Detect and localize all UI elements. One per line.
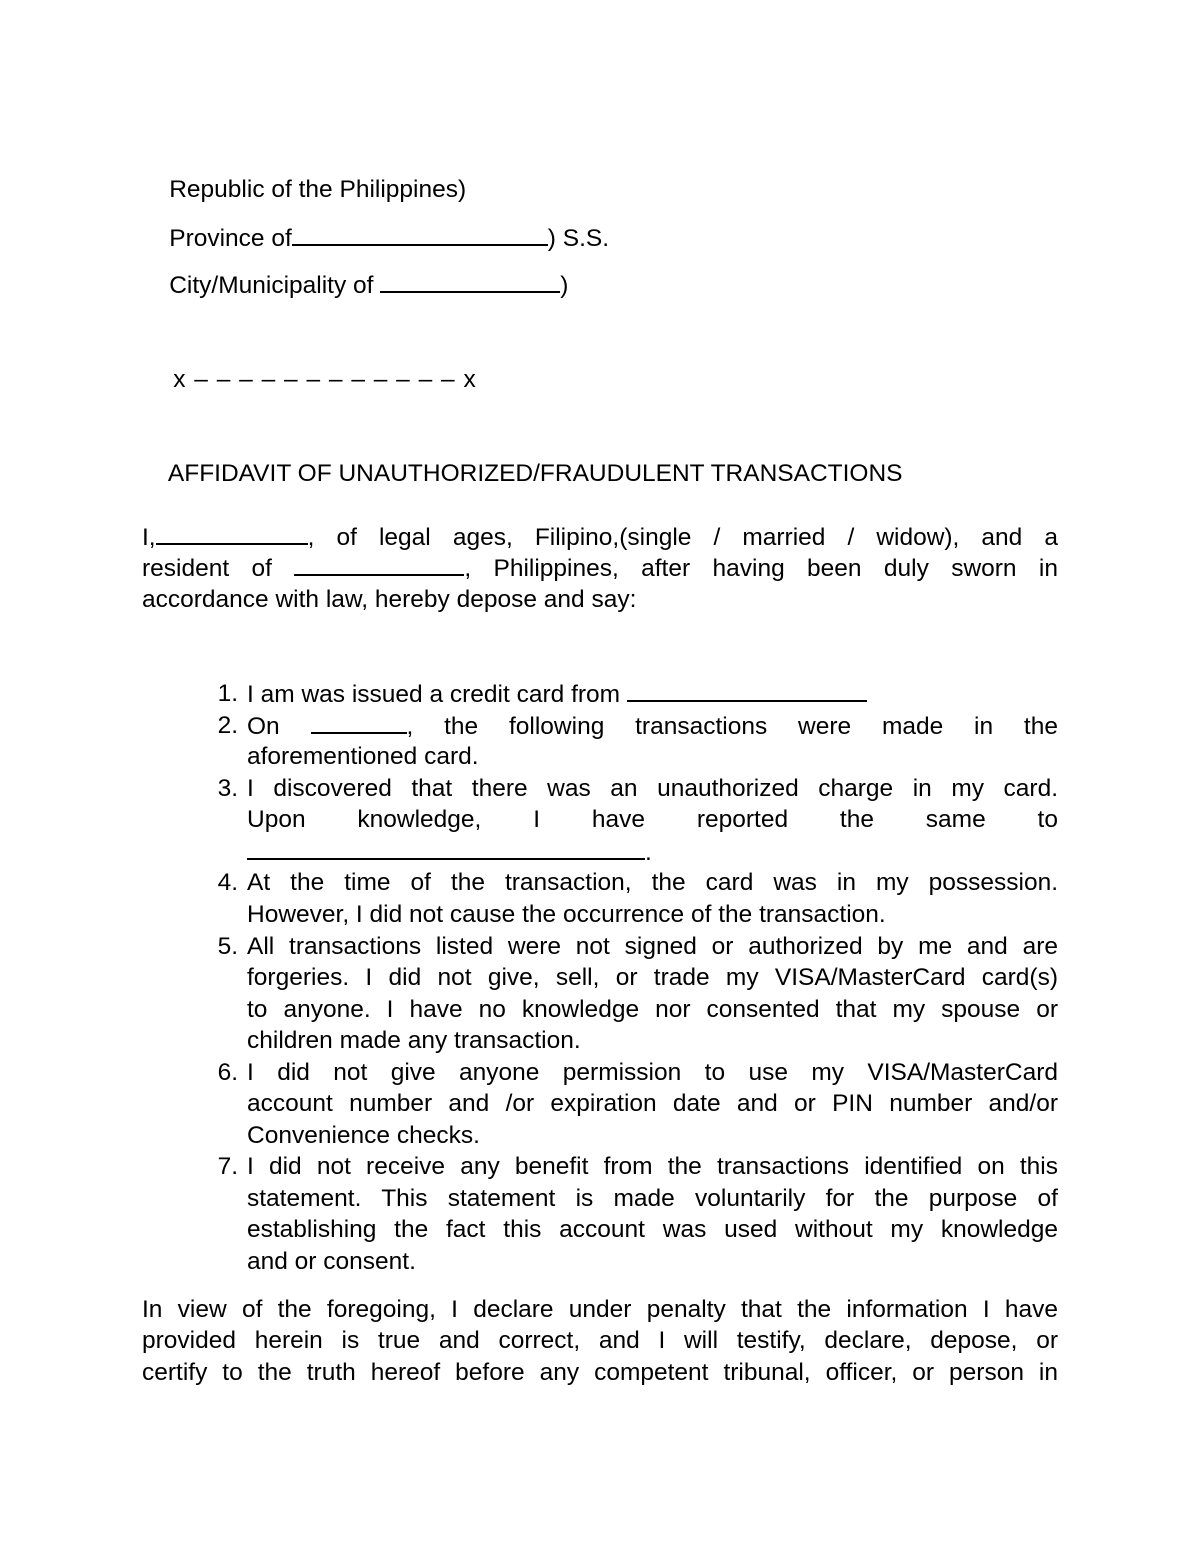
document-title: [142, 426, 903, 522]
item-7b: statement. This statement is made voluntarily for the purpose of: [247, 1185, 1058, 1212]
closing-line-3: [142, 1357, 1058, 1389]
item-6c: Convenience checks.: [247, 1122, 480, 1149]
item-7c: establishing the fact this account was used without my knowledge: [247, 1216, 1058, 1243]
item-3c-end: .: [645, 839, 652, 866]
item-5-line-3: [247, 994, 1058, 1026]
item-4-line-1: [247, 867, 1058, 899]
item-7-line-2: [247, 1183, 1058, 1215]
intro-l3: accordance with law, hereby depose and say:: [142, 586, 637, 613]
item-6-line-1: [247, 1057, 1058, 1089]
item-5-line-2: [247, 962, 1058, 994]
item-7-line-1: [247, 1151, 1058, 1183]
reported-to-blank[interactable]: [247, 836, 645, 860]
name-blank[interactable]: [156, 521, 308, 545]
title-text: AFFIDAVIT OF UNAUTHORIZED/FRAUDULENT TRANSACTIONS: [167, 460, 903, 487]
item-3-line-1: [247, 773, 1058, 805]
separator-text: x – – – – – – – – – – – – x: [173, 366, 477, 393]
item-number-7: 7.: [217, 1153, 238, 1180]
item-number-2: 2.: [217, 712, 238, 739]
item-number-4: 4.: [217, 869, 238, 896]
issuer-blank[interactable]: [627, 678, 867, 702]
item-3-line-2: [247, 804, 1058, 836]
item-7d: and or consent.: [247, 1248, 416, 1275]
item-number-3: 3.: [217, 775, 238, 802]
item-7-line-3: [247, 1214, 1058, 1246]
intro-line-2: [142, 552, 1058, 585]
separator-line: [142, 332, 477, 428]
item-3b: Upon knowledge, I have reported the same to: [247, 806, 1058, 833]
date-blank[interactable]: [311, 710, 407, 734]
item-2a-b: , the following transactions were made in the: [406, 713, 1058, 740]
intro-l1-b: , of legal ages, Filipino,(single / married / widow), and a: [307, 524, 1058, 551]
item-4b: However, I did not cause the occurrence of the transaction.: [247, 901, 886, 928]
item-2-line-1: [247, 710, 1058, 743]
item-4-line-2: [247, 899, 1058, 931]
item-5a: All transactions listed were not signed or authorized by me and are: [247, 933, 1058, 960]
item-1-line: [247, 678, 1058, 711]
caption-city: [142, 237, 568, 334]
item-5d: children made any transaction.: [247, 1027, 581, 1054]
item-2b: aforementioned card.: [247, 743, 479, 770]
item-5c: to anyone. I have no knowledge nor consented that my spouse or: [247, 996, 1058, 1023]
closing-line-1: [142, 1294, 1058, 1326]
closing-c3: certify to the truth hereof before any competent tribunal, officer, or person in: [142, 1359, 1058, 1386]
caption-republic-text: Republic of the Philippines): [169, 176, 467, 203]
item-3a: I discovered that there was an unauthorized charge in my card.: [247, 775, 1058, 802]
item-6-line-2: [247, 1088, 1058, 1120]
caption-province-suffix: ) S.S.: [547, 225, 610, 252]
caption-city-suffix: ): [560, 272, 569, 299]
item-2a-a: On: [247, 713, 311, 740]
caption-city-label: City/Municipality of: [169, 272, 381, 299]
item-7a: I did not receive any benefit from the transactions identified on this: [247, 1153, 1058, 1180]
item-number-6: 6.: [217, 1059, 238, 1086]
residence-blank[interactable]: [294, 552, 464, 576]
item-number-5: 5.: [217, 933, 238, 960]
intro-line-1: [142, 521, 1058, 554]
intro-l1-a: I,: [142, 524, 156, 551]
caption-province-label: Province of: [169, 225, 292, 252]
item-6b: account number and /or expiration date and or PIN number and/or: [247, 1090, 1058, 1117]
item-5b: forgeries. I did not give, sell, or trade my VISA/MasterCard card(s): [247, 964, 1058, 991]
item-2-line-2: [247, 741, 1058, 773]
intro-line-3: [142, 584, 1058, 616]
item-1-text: I am was issued a credit card from: [247, 681, 627, 708]
item-4a: At the time of the transaction, the card was in my possession.: [247, 869, 1058, 896]
city-blank[interactable]: [380, 269, 560, 293]
intro-l2-a: resident of: [142, 555, 295, 582]
item-6a: I did not give anyone permission to use my VISA/MasterCard: [247, 1059, 1058, 1086]
closing-line-2: [142, 1325, 1058, 1357]
closing-c2: provided herein is true and correct, and I will testify, declare, depose, or: [142, 1327, 1058, 1354]
closing-c1: In view of the foregoing, I declare under penalty that the information I have: [142, 1296, 1058, 1323]
intro-l2-b: , Philippines, after having been duly sworn in: [464, 555, 1058, 582]
item-5-line-1: [247, 931, 1058, 963]
item-6-line-3: [247, 1120, 1058, 1152]
item-3-line-3: [247, 836, 1058, 869]
item-number-1: 1.: [217, 680, 238, 707]
item-7-line-4: [247, 1246, 1058, 1278]
item-5-line-4: [247, 1025, 1058, 1057]
